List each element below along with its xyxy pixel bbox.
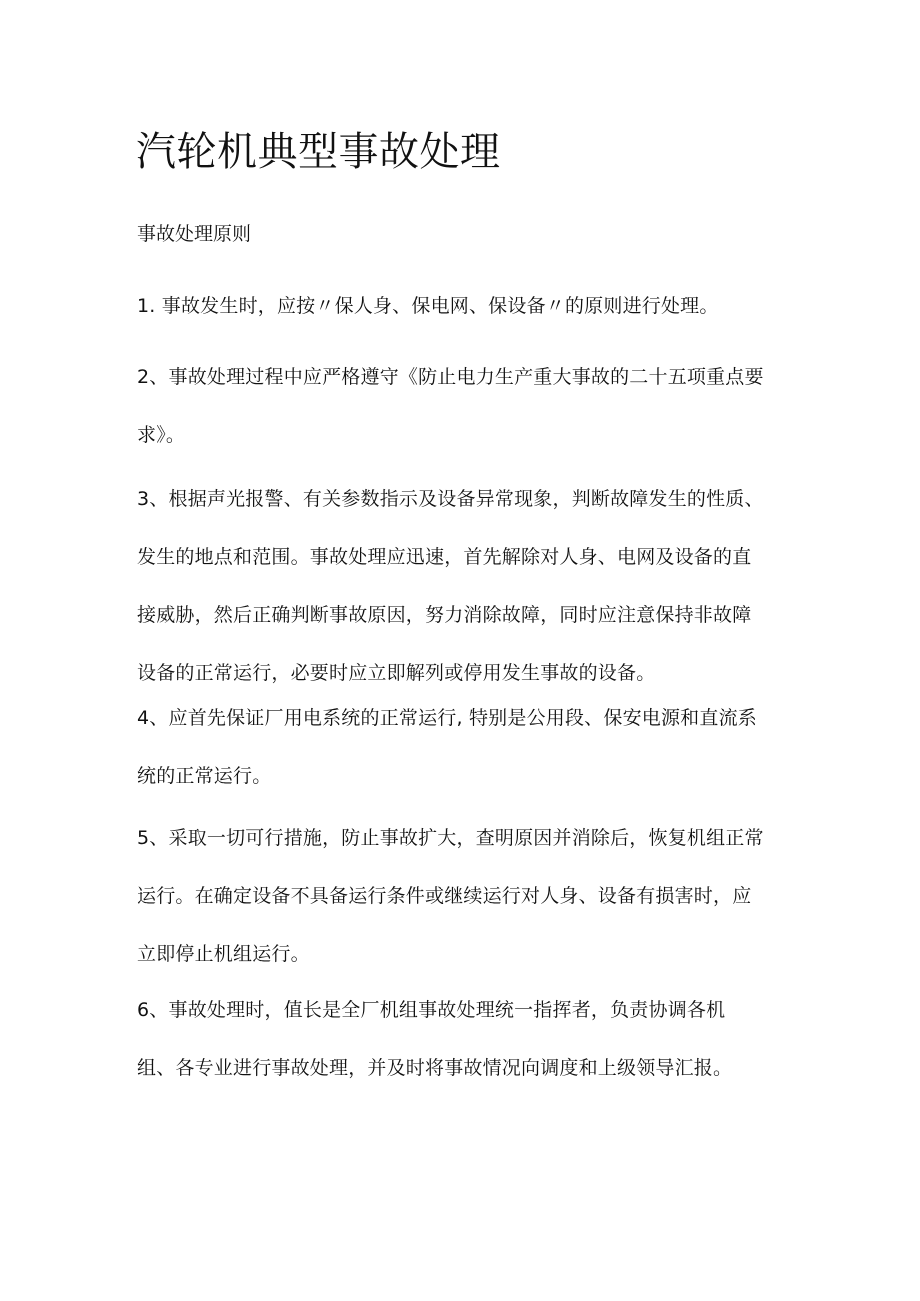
paragraph-line: 运行。在确定设备不具备运行条件或继续运行对人身、设备有损害时，应 (137, 885, 752, 907)
paragraph-5 (137, 824, 797, 968)
paragraph-line: 6、事故处理时，值长是全厂机组事故处理统一指挥者，负责协调各机 (137, 999, 726, 1021)
paragraph-line: 5、采取一切可行措施，防止事故扩大，查明原因并消除后，恢复机组正常 (137, 827, 764, 849)
section-heading: 事故处理原则 (137, 223, 252, 245)
paragraph-line: 求》。 (137, 424, 186, 446)
paragraph-line: 统的正常运行。 (137, 765, 272, 787)
paragraph-line: 立即停止机组运行。 (137, 943, 310, 965)
paragraph-line: 设备的正常运行，必要时应立即解列或停用发生事故的设备。 (137, 662, 656, 684)
paragraph-6 (137, 996, 797, 1082)
paragraph-line: 接威胁，然后正确判断事故原因，努力消除故障，同时应注意保持非故障 (137, 604, 752, 626)
paragraph-4 (137, 704, 797, 790)
paragraph-1 (137, 292, 797, 320)
document-title: 汽轮机典型事故处理 (136, 129, 501, 175)
paragraph-line: 2、事故处理过程中应严格遵守《防止电力生产重大事故的二十五项重点要 (137, 366, 764, 388)
paragraph-3 (137, 485, 797, 687)
paragraph-line: 发生的地点和范围。事故处理应迅速，首先解除对人身、电网及设备的直 (137, 546, 752, 568)
paragraph-line: 组、各专业进行事故处理，并及时将事故情况向调度和上级领导汇报。 (137, 1057, 733, 1079)
paragraph-line: 3、根据声光报警、有关参数指示及设备异常现象，判断故障发生的性质、 (137, 488, 764, 510)
paragraph-line: 1. 事故发生时，应按〃保人身、保电网、保设备〃的原则进行处理。 (137, 295, 719, 317)
paragraph-line: 4、应首先保证厂用电系统的正常运行, 特别是公用段、保安电源和直流系 (137, 707, 757, 729)
paragraph-2 (137, 363, 797, 449)
